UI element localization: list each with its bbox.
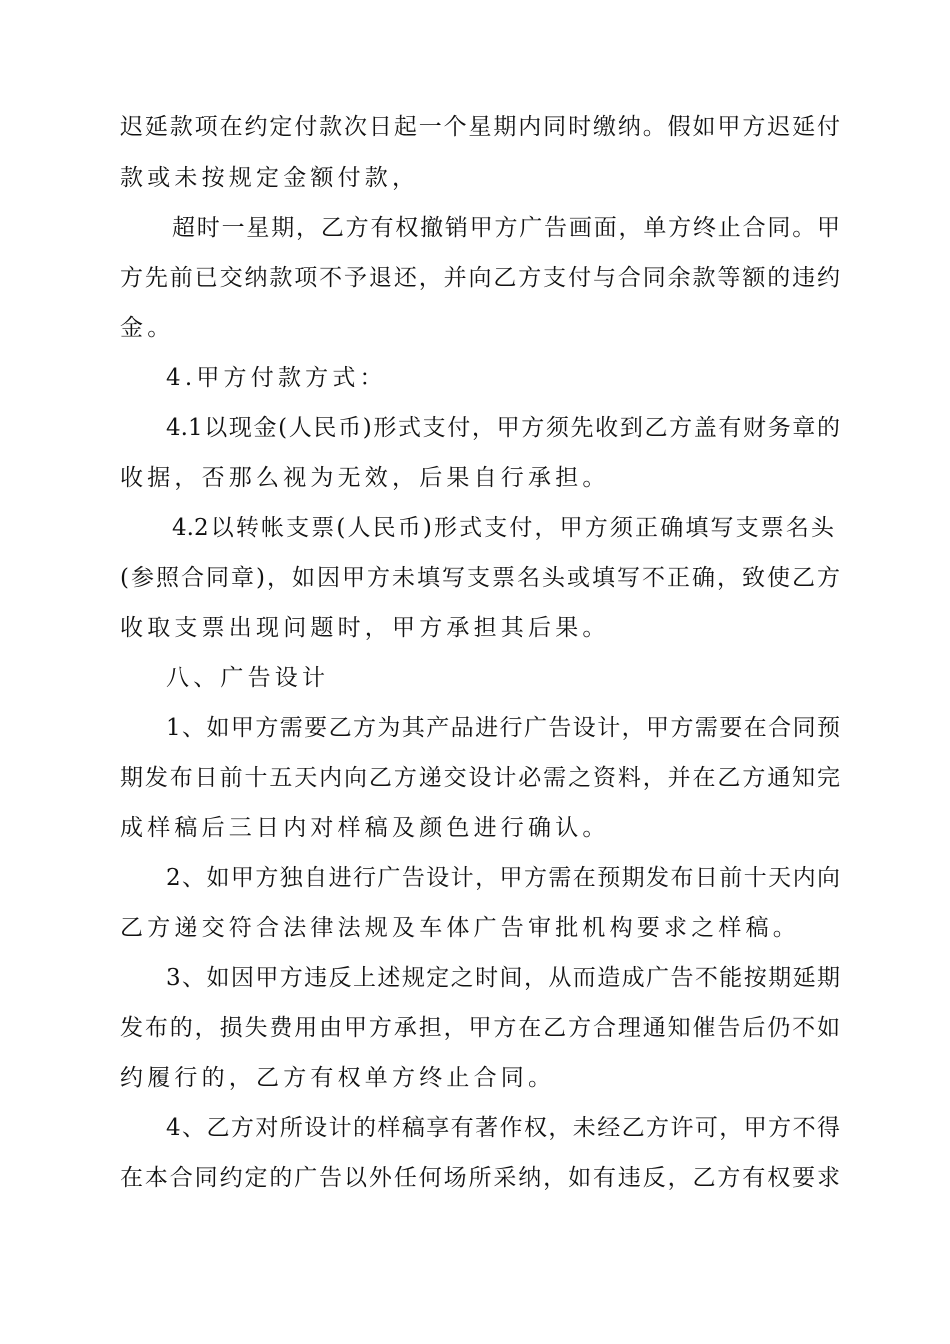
text-line: (参照合同章)，如因甲方未填写支票名头或填写不正确，致使乙方: [120, 565, 840, 591]
text-line: 方先前已交纳款项不予退还，并向乙方支付与合同余款等额的违约: [120, 265, 840, 291]
section-heading: 八、广告设计: [166, 665, 330, 691]
text-line: 4.2以转帐支票(人民币)形式支付，甲方须正确填写支票名头: [172, 515, 834, 541]
text-line: 发布的，损失费用由甲方承担，甲方在乙方合理通知催告后仍不如: [120, 1015, 840, 1041]
text-line: 4、乙方对所设计的样稿享有著作权，未经乙方许可，甲方不得: [166, 1115, 840, 1141]
text-line: 4.1以现金(人民币)形式支付，甲方须先收到乙方盖有财务章的: [166, 415, 840, 441]
text-line: 款或未按规定金额付款，: [120, 165, 420, 191]
text-line: 收取支票出现问题时，甲方承担其后果。: [120, 615, 610, 641]
text-line: 2、如甲方独自进行广告设计，甲方需在预期发布日前十天内向: [166, 865, 840, 891]
text-line: 期发布日前十五天内向乙方递交设计必需之资料，并在乙方通知完: [120, 765, 840, 791]
text-line: 成样稿后三日内对样稿及颜色进行确认。: [120, 815, 610, 841]
text-line: 收据，否那么视为无效，后果自行承担。: [120, 465, 610, 491]
text-line: 迟延款项在约定付款次日起一个星期内同时缴纳。假如甲方迟延付: [120, 114, 840, 140]
text-line: 金。: [120, 315, 175, 341]
text-line: 超时一星期，乙方有权撤销甲方广告画面，单方终止合同。甲: [172, 215, 840, 241]
text-line: 4.甲方付款方式：: [166, 365, 387, 391]
text-line: 约履行的，乙方有权单方终止合同。: [120, 1065, 556, 1091]
text-line: 1、如甲方需要乙方为其产品进行广告设计，甲方需要在合同预: [166, 715, 840, 741]
text-line: 乙方递交符合法律法规及车体广告审批机构要求之样稿。: [120, 915, 800, 941]
text-line: 3、如因甲方违反上述规定之时间，从而造成广告不能按期延期: [166, 965, 840, 991]
text-line: 在本合同约定的广告以外任何场所采纳，如有违反，乙方有权要求: [120, 1165, 840, 1191]
